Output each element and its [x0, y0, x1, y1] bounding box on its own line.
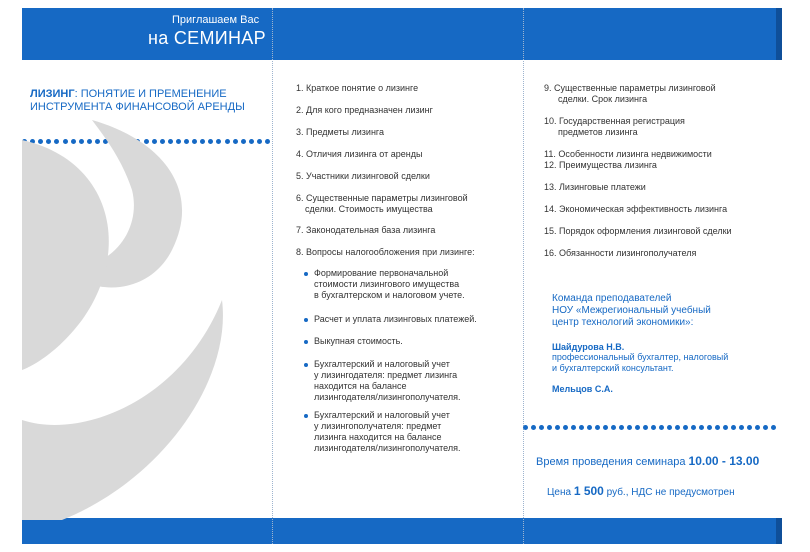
divider-dot: [747, 425, 752, 430]
agenda-item: [544, 248, 696, 259]
instructors-heading: [552, 293, 772, 329]
time-value: 10.00 - 13.00: [688, 454, 760, 468]
divider-dot: [723, 425, 728, 430]
divider-dot: [547, 425, 552, 430]
agenda-item: [296, 225, 435, 236]
time-label: Время проведения семинара: [536, 456, 689, 468]
agenda-item: [296, 247, 475, 258]
divider-dot: [651, 425, 656, 430]
agenda-item: [544, 160, 657, 171]
bullet-dot: [304, 363, 308, 367]
fold-line-right: [523, 8, 524, 544]
divider-dot: [755, 425, 760, 430]
seminar-time: [536, 454, 759, 468]
seminar-topic: [30, 88, 270, 114]
price-suffix: руб., НДС не предусмотрен: [603, 487, 735, 498]
divider-dot: [531, 425, 536, 430]
tax-subtopic-line: находится на балансе: [314, 381, 407, 391]
divider-dot: [667, 425, 672, 430]
agenda-item: [544, 182, 646, 193]
agenda-item-line: 11. Особенности лизинга недвижимости: [544, 149, 712, 159]
divider-dot: [571, 425, 576, 430]
agenda-item: [296, 83, 418, 94]
agenda-item-line: сделки. Стоимость имущества: [305, 204, 433, 214]
agenda-item-line: 14. Экономическая эффективность лизинга: [544, 204, 728, 214]
divider-dot: [699, 425, 704, 430]
tax-subtopic-line: Выкупная стоимость.: [314, 336, 403, 346]
header-band-edge: [776, 8, 782, 60]
instructor-1-description-line: и бухгалтерский консультант.: [552, 363, 674, 373]
footer-band: [22, 518, 776, 544]
divider-dot: [635, 425, 640, 430]
divider-dot: [249, 139, 254, 144]
divider-dot: [627, 425, 632, 430]
divider-dot: [731, 425, 736, 430]
tax-subtopic: [314, 410, 460, 454]
divider-dot: [595, 425, 600, 430]
agenda-item-line: 8. Вопросы налогообложения при лизинге:: [296, 247, 475, 257]
divider-dot: [643, 425, 648, 430]
agenda-item: [296, 105, 433, 116]
seminar-heading: [148, 28, 266, 49]
divider-dot: [691, 425, 696, 430]
divider-dot: [611, 425, 616, 430]
tax-subtopic-line: в бухгалтерском и налоговом учете.: [314, 290, 465, 300]
seminar-word: СЕМИНАР: [173, 28, 266, 48]
divider-dot: [619, 425, 624, 430]
seminar-price: [547, 484, 735, 498]
divider-dot: [763, 425, 768, 430]
footer-band-edge: [776, 518, 782, 544]
agenda-item-line: 2. Для кого предназначен лизинг: [296, 105, 433, 115]
instructor-1-description-line: профессиональный бухгалтер, налоговый: [552, 352, 729, 362]
agenda-item-line: сделки. Срок лизинга: [558, 94, 648, 104]
seminar-prefix: на: [148, 28, 169, 48]
agenda-item-line: 1. Краткое понятие о лизинге: [296, 83, 419, 93]
divider-dot: [579, 425, 584, 430]
tax-subtopic: [314, 314, 477, 325]
tax-subtopic-line: Бухгалтерский и налоговый учет: [314, 410, 450, 420]
agenda-item: [296, 127, 384, 138]
topic-rest: : ПОНЯТИЕ И ПРЕМЕНЕНИЕ: [74, 88, 227, 100]
tax-subtopic-line: Расчет и уплата лизинговых платежей.: [314, 314, 477, 324]
bullet-dot: [304, 272, 308, 276]
price-value: 1 500: [573, 484, 604, 498]
agenda-item-line: предметов лизинга: [558, 127, 638, 137]
topic-keyword: ЛИЗИНГ: [30, 88, 75, 100]
instructors-heading-line: центр технологий экономики»:: [552, 317, 694, 328]
agenda-item-line: 15. Порядок оформления лизинговой сделки: [544, 226, 732, 236]
agenda-item: [544, 149, 712, 160]
tax-subtopic: [314, 359, 460, 403]
divider-dot: [257, 139, 262, 144]
tax-subtopic-line: Формирование первоначальной: [314, 268, 449, 278]
instructor-2-name: Мельцов С.А.: [552, 384, 613, 394]
agenda-item-line: 5. Участники лизинговой сделки: [296, 171, 430, 181]
decorative-swoosh-graphic: [22, 120, 242, 520]
divider-dot: [683, 425, 688, 430]
divider-dot: [659, 425, 664, 430]
divider-dot: [603, 425, 608, 430]
tax-subtopic-line: лизингодателя/лизингополучателя.: [314, 443, 461, 453]
agenda-item: [544, 83, 716, 105]
agenda-item-line: 12. Преимущества лизинга: [544, 160, 657, 170]
instructors-heading-line: НОУ «Межрегиональный учебный: [552, 305, 711, 316]
divider-dot: [739, 425, 744, 430]
bullet-dot: [304, 340, 308, 344]
agenda-item-line: 16. Обязанности лизингополучателя: [544, 248, 697, 258]
agenda-item-line: 7. Законодательная база лизинга: [296, 225, 436, 235]
instructor-1-description: [552, 352, 728, 374]
invite-text: Приглашаем Вас: [172, 14, 260, 26]
divider-dot: [265, 139, 270, 144]
fold-line-left: [272, 8, 273, 544]
price-label: Цена: [547, 487, 574, 498]
bullet-dot: [304, 318, 308, 322]
agenda-item: [296, 193, 468, 215]
tax-subtopic-line: у лизингодателя: предмет лизинга: [314, 370, 458, 380]
tax-subtopic-line: лизингодателя/лизингополучателя.: [314, 392, 461, 402]
agenda-item-line: 13. Лизинговые платежи: [544, 182, 646, 192]
agenda-item-line: 6. Существенные параметры лизинговой: [296, 193, 468, 203]
swoosh-middle: [22, 140, 109, 370]
dotted-divider-right: [523, 425, 778, 431]
divider-dot: [771, 425, 776, 430]
tax-subtopic-line: Бухгалтерский и налоговый учет: [314, 359, 450, 369]
tax-subtopic-line: у лизингополучателя: предмет: [314, 421, 442, 431]
agenda-item-line: 9. Существенные параметры лизинговой: [544, 83, 716, 93]
agenda-item: [544, 204, 727, 215]
tax-subtopic: [314, 268, 465, 301]
divider-dot: [555, 425, 560, 430]
agenda-item-line: 4. Отличия лизинга от аренды: [296, 149, 423, 159]
divider-dot: [675, 425, 680, 430]
agenda-item-line: 3. Предметы лизинга: [296, 127, 385, 137]
tax-subtopic: [314, 336, 403, 347]
divider-dot: [523, 425, 528, 430]
divider-dot: [563, 425, 568, 430]
divider-dot: [539, 425, 544, 430]
tax-subtopic-line: лизинга находится на балансе: [314, 432, 442, 442]
divider-dot: [707, 425, 712, 430]
divider-dot: [587, 425, 592, 430]
agenda-item: [296, 171, 430, 182]
instructors-heading-line: Команда преподавателей: [552, 293, 672, 304]
agenda-item: [544, 226, 732, 237]
topic-line2: ИНСТРУМЕНТА ФИНАНСОВОЙ АРЕНДЫ: [30, 101, 245, 113]
agenda-item-line: 10. Государственная регистрация: [544, 116, 685, 126]
agenda-item: [296, 149, 422, 160]
header-band: [22, 8, 776, 60]
divider-dot: [715, 425, 720, 430]
agenda-item: [544, 116, 685, 138]
bullet-dot: [304, 414, 308, 418]
instructor-1-name: Шайдурова Н.В.: [552, 342, 625, 352]
tax-subtopic-line: стоимости лизингового имущества: [314, 279, 460, 289]
